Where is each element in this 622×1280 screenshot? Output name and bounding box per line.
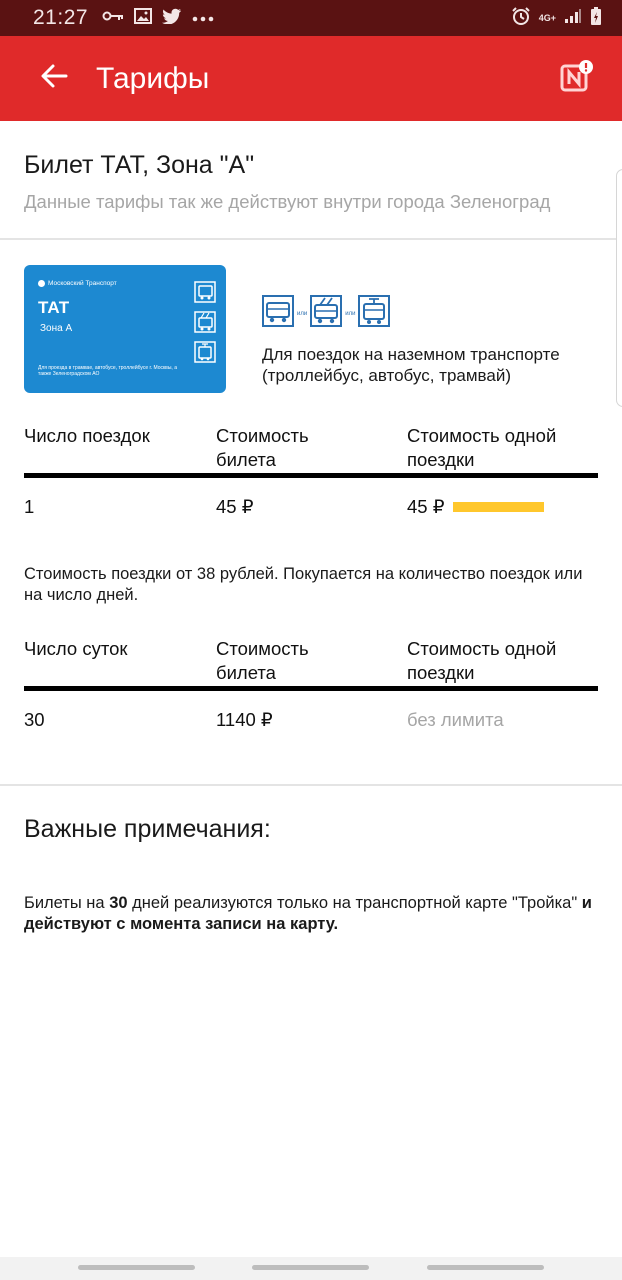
col-header-price: Стоимость билета (216, 425, 309, 470)
col-header-days: Число суток (24, 638, 128, 659)
note-text-part: Билеты на (24, 894, 110, 912)
ticket-price: 1140 ₽ (216, 708, 273, 730)
signal-icon (564, 8, 582, 29)
page-title: Тарифы (96, 61, 210, 95)
system-nav-bar (0, 1257, 622, 1280)
per-trip-cell (407, 496, 598, 518)
ticket-card-image (24, 265, 226, 393)
col-header-price: Стоимость билета (216, 638, 309, 683)
table-row (24, 691, 598, 748)
ticket-header (0, 121, 622, 240)
trip-count: 1 (24, 495, 35, 517)
table-row (24, 478, 598, 535)
card-brand-label: Московский Транспорт (48, 280, 117, 287)
note-text-bold: и действуют с момента записи на карту. (24, 894, 592, 933)
note-text-bold: 30 (109, 894, 128, 912)
more-dots-icon (192, 9, 214, 27)
image-icon (134, 8, 152, 29)
back-button[interactable] (24, 49, 84, 109)
day-count: 30 (24, 708, 45, 730)
or-label: или (297, 310, 308, 317)
nfc-alert-icon (559, 58, 595, 99)
ticket-price: 45 ₽ (216, 495, 254, 517)
battery-charging-icon (590, 6, 602, 31)
table-header (24, 424, 598, 478)
status-time: 21:27 (33, 6, 89, 29)
nav-home-button[interactable] (252, 1265, 369, 1270)
ticket-title: Билет ТАТ, Зона "А" (24, 151, 255, 179)
col-header-per-trip: Стоимость одной поездки (407, 425, 557, 470)
table-header (24, 637, 598, 691)
tram-icon (358, 295, 390, 332)
ticket-subtitle: Данные тарифы так же действуют внутри города Зеленоград (24, 191, 551, 212)
card-note: Для проезда в трамвае, автобусе, троллейбусе г. Москвы, а также Зеленоградском АО (38, 365, 177, 377)
tram-icon (194, 341, 216, 368)
or-label: или (345, 310, 356, 317)
nav-back-button[interactable] (427, 1265, 544, 1270)
brand-logo-icon (38, 280, 45, 287)
key-icon (102, 9, 124, 27)
bus-icon (262, 295, 294, 332)
card-zone: Зона А (40, 323, 73, 334)
trips-price-table (24, 424, 598, 535)
price-note: Стоимость поездки от 38 рублей. Покупается на количество поездок или на число дней. (24, 565, 583, 604)
important-notes-text (24, 893, 604, 935)
card-brand (38, 280, 117, 287)
trolleybus-icon (310, 295, 342, 332)
bus-icon (194, 281, 216, 308)
card-name: ТАТ (38, 298, 70, 317)
app-bar (0, 36, 622, 121)
transport-description: Для поездок на наземном транспорте (троллейбус, автобус, трамвай) (262, 345, 560, 385)
nav-recents-button[interactable] (78, 1265, 195, 1270)
col-header-per-trip: Стоимость одной поездки (407, 638, 557, 683)
important-notes-title: Важные примечания: (24, 815, 271, 843)
per-trip-price: без лимита (407, 708, 504, 730)
price-indicator-bar (453, 502, 544, 512)
col-header-count: Число поездок (24, 425, 150, 446)
card-transport-icons (194, 281, 216, 368)
section-divider (0, 784, 622, 786)
next-page-edge[interactable] (616, 169, 622, 407)
nfc-button[interactable] (552, 54, 602, 104)
status-bar (0, 0, 622, 36)
per-trip-price: 45 ₽ (407, 495, 445, 517)
trolleybus-icon (194, 311, 216, 338)
days-price-table (24, 637, 598, 748)
note-text-part: дней реализуются только на транспортной карте "Тройка" (127, 894, 578, 912)
transport-icons-row (262, 295, 390, 332)
twitter-icon (162, 8, 182, 29)
arrow-left-icon (40, 63, 68, 94)
network-type-label: 4G+ (538, 12, 556, 23)
alarm-icon (511, 6, 531, 31)
